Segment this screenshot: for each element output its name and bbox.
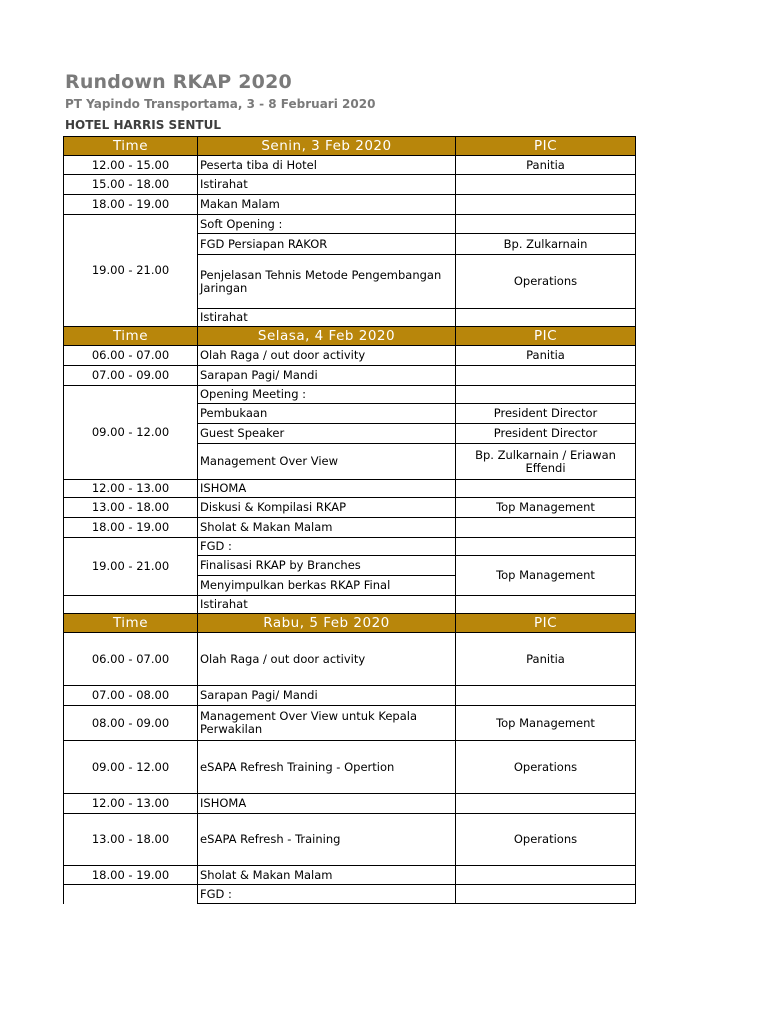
pic-cell <box>456 794 636 814</box>
activity-cell: Finalisasi RKAP by Branches <box>198 556 456 576</box>
pic-column-header: PIC <box>456 614 636 633</box>
pic-cell: President Director <box>456 404 636 424</box>
time-cell <box>64 885 198 904</box>
activity-cell: ISHOMA <box>198 480 456 498</box>
schedule-row <box>64 538 636 556</box>
schedule-row <box>64 885 636 904</box>
activity-cell: Olah Raga / out door activity <box>198 346 456 366</box>
time-cell: 09.00 - 12.00 <box>64 741 198 794</box>
activity-cell: Istirahat <box>198 309 456 327</box>
pic-cell: Operations <box>456 814 636 866</box>
time-cell: 12.00 - 15.00 <box>64 156 198 175</box>
activity-cell: Management Over View untuk Kepala Perwakilan <box>198 706 456 741</box>
time-cell: 06.00 - 07.00 <box>64 633 198 686</box>
pic-cell: Bp. Zulkarnain / Eriawan Effendi <box>456 444 636 480</box>
pic-cell <box>456 686 636 706</box>
activity-cell: Olah Raga / out door activity <box>198 633 456 686</box>
time-cell: 19.00 - 21.00 <box>64 538 198 596</box>
activity-cell: Diskusi & Kompilasi RKAP <box>198 498 456 518</box>
time-cell: 18.00 - 19.00 <box>64 518 198 538</box>
pic-column-header: PIC <box>456 327 636 346</box>
schedule-row <box>64 814 636 866</box>
schedule-row <box>64 346 636 366</box>
schedule-row <box>64 215 636 234</box>
pic-cell: Bp. Zulkarnain <box>456 234 636 255</box>
time-cell: 15.00 - 18.00 <box>64 175 198 195</box>
time-cell: 19.00 - 21.00 <box>64 215 198 327</box>
pic-cell: Top Management <box>456 498 636 518</box>
activity-cell: FGD Persiapan RAKOR <box>198 234 456 255</box>
activity-cell: Guest Speaker <box>198 424 456 444</box>
activity-cell: Soft Opening : <box>198 215 456 234</box>
schedule-row <box>64 175 636 195</box>
time-cell: 13.00 - 18.00 <box>64 498 198 518</box>
schedule-row <box>64 156 636 175</box>
time-cell: 08.00 - 09.00 <box>64 706 198 741</box>
time-column-header: Time <box>64 327 198 346</box>
activity-cell: Istirahat <box>198 596 456 614</box>
day-header: Selasa, 4 Feb 2020 <box>198 327 456 346</box>
pic-cell: Top Management <box>456 706 636 741</box>
schedule-row <box>64 366 636 386</box>
time-cell: 13.00 - 18.00 <box>64 814 198 866</box>
schedule-row <box>64 866 636 885</box>
document-venue: HOTEL HARRIS SENTUL <box>65 118 222 132</box>
activity-cell: Sarapan Pagi/ Mandi <box>198 366 456 386</box>
schedule-row <box>64 386 636 404</box>
activity-cell: Peserta tiba di Hotel <box>198 156 456 175</box>
activity-cell: Sholat & Makan Malam <box>198 518 456 538</box>
day-header: Rabu, 5 Feb 2020 <box>198 614 456 633</box>
pic-cell <box>456 866 636 885</box>
schedule-row <box>64 195 636 215</box>
activity-cell: Management Over View <box>198 444 456 480</box>
time-cell: 18.00 - 19.00 <box>64 195 198 215</box>
pic-cell <box>456 195 636 215</box>
activity-cell: Opening Meeting : <box>198 386 456 404</box>
pic-cell <box>456 386 636 404</box>
pic-cell <box>456 518 636 538</box>
pic-cell <box>456 885 636 904</box>
time-cell: 12.00 - 13.00 <box>64 794 198 814</box>
pic-cell <box>456 538 636 556</box>
schedule-row <box>64 596 636 614</box>
pic-cell <box>456 480 636 498</box>
pic-cell <box>456 366 636 386</box>
schedule-row <box>64 741 636 794</box>
time-cell: 12.00 - 13.00 <box>64 480 198 498</box>
activity-cell: Pembukaan <box>198 404 456 424</box>
time-cell: 18.00 - 19.00 <box>64 866 198 885</box>
document-title: Rundown RKAP 2020 <box>65 71 292 93</box>
schedule-row <box>64 633 636 686</box>
schedule-row <box>64 706 636 741</box>
pic-cell: Operations <box>456 741 636 794</box>
time-column-header: Time <box>64 614 198 633</box>
rundown-table <box>63 136 636 904</box>
day-header-row <box>64 137 636 156</box>
pic-column-header: PIC <box>456 137 636 156</box>
day-header: Senin, 3 Feb 2020 <box>198 137 456 156</box>
activity-cell: Sarapan Pagi/ Mandi <box>198 686 456 706</box>
activity-cell: Menyimpulkan berkas RKAP Final <box>198 576 456 596</box>
time-cell: 07.00 - 08.00 <box>64 686 198 706</box>
day-header-row <box>64 327 636 346</box>
schedule-row <box>64 518 636 538</box>
activity-cell: Penjelasan Tehnis Metode Pengembangan Jaringan <box>198 255 456 309</box>
activity-cell: eSAPA Refresh Training - Opertion <box>198 741 456 794</box>
activity-cell: eSAPA Refresh - Training <box>198 814 456 866</box>
activity-cell: FGD : <box>198 885 456 904</box>
time-cell <box>64 596 198 614</box>
pic-cell <box>456 215 636 234</box>
pic-cell: Top Management <box>456 556 636 596</box>
time-cell: 06.00 - 07.00 <box>64 346 198 366</box>
pic-cell: Operations <box>456 255 636 309</box>
activity-cell: FGD : <box>198 538 456 556</box>
activity-cell: Sholat & Makan Malam <box>198 866 456 885</box>
pic-cell: Panitia <box>456 633 636 686</box>
schedule-row <box>64 686 636 706</box>
schedule-row <box>64 480 636 498</box>
pic-cell: Panitia <box>456 156 636 175</box>
day-header-row <box>64 614 636 633</box>
activity-cell: Makan Malam <box>198 195 456 215</box>
pic-cell: Panitia <box>456 346 636 366</box>
document-subtitle: PT Yapindo Transportama, 3 - 8 Februari 2020 <box>65 97 376 111</box>
pic-cell: President Director <box>456 424 636 444</box>
schedule-row <box>64 498 636 518</box>
time-cell: 09.00 - 12.00 <box>64 386 198 480</box>
pic-cell <box>456 175 636 195</box>
activity-cell: ISHOMA <box>198 794 456 814</box>
pic-cell <box>456 309 636 327</box>
time-cell: 07.00 - 09.00 <box>64 366 198 386</box>
activity-cell: Istirahat <box>198 175 456 195</box>
time-column-header: Time <box>64 137 198 156</box>
schedule-row <box>64 794 636 814</box>
pic-cell <box>456 596 636 614</box>
